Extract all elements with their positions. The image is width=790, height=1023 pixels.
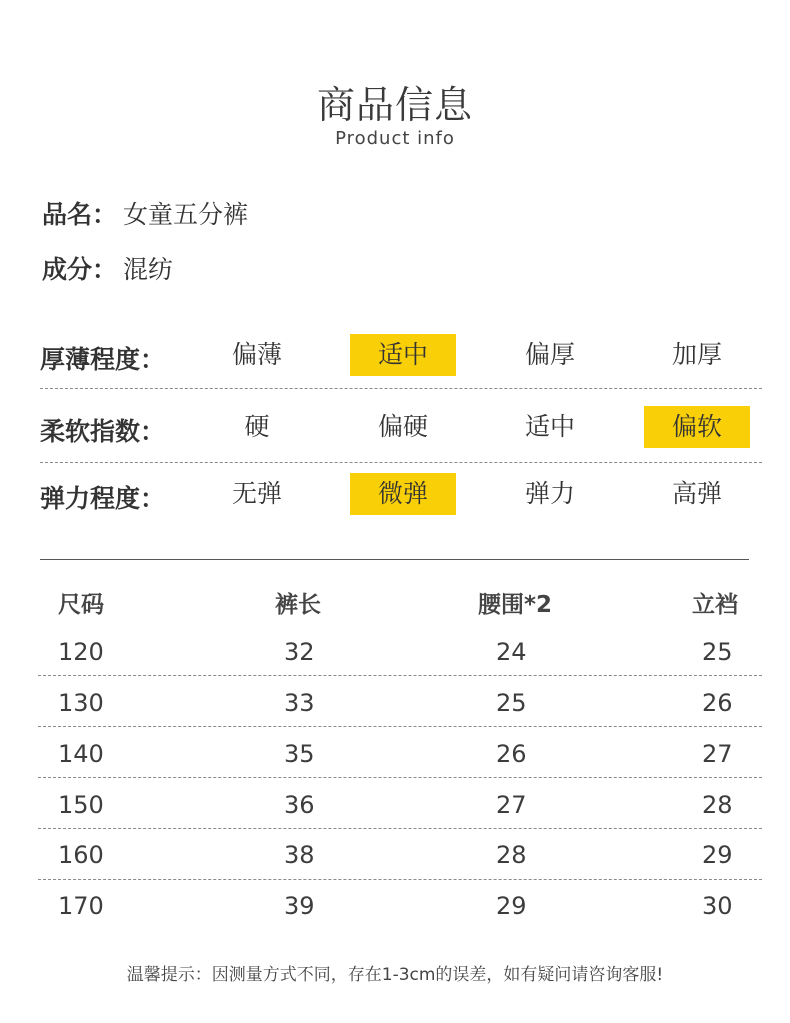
softness-option: 偏软: [644, 406, 750, 448]
table-cell: 32: [284, 638, 315, 666]
elasticity-label: 弹力程度：: [40, 484, 166, 513]
table-cell: 140: [58, 740, 104, 768]
table-cell: 35: [284, 740, 315, 768]
table-cell: 130: [58, 689, 104, 717]
table-cell: 39: [284, 892, 315, 920]
page-subtitle: Product info: [335, 128, 455, 149]
table-cell: 29: [702, 841, 733, 869]
disclaimer-note: 温馨提示：因测量方式不同，存在1-3cm的误差，如有疑问请咨询客服!: [126, 965, 664, 985]
elasticity-option: 无弹: [231, 479, 282, 508]
softness-row: [40, 406, 762, 456]
material-value: 混纺: [123, 255, 174, 284]
softness-option: 偏硬: [377, 412, 428, 441]
table-header-waist: 腰围*2: [478, 592, 553, 618]
thickness-option: 适中: [350, 334, 456, 376]
table-top-rule: [40, 559, 749, 560]
thickness-row: [40, 334, 762, 384]
material-label: 成分：: [42, 255, 118, 284]
table-cell: 27: [702, 740, 733, 768]
table-cell: 25: [496, 689, 527, 717]
elasticity-option: 高弹: [671, 479, 722, 508]
row-divider: [38, 675, 762, 676]
divider: [40, 388, 762, 389]
table-cell: 27: [496, 791, 527, 819]
table-cell: 26: [702, 689, 733, 717]
table-cell: 28: [702, 791, 733, 819]
table-cell: 30: [702, 892, 733, 920]
table-header-length: 裤长: [275, 592, 321, 618]
divider: [40, 462, 762, 463]
row-divider: [38, 726, 762, 727]
table-cell: 38: [284, 841, 315, 869]
row-divider: [38, 828, 762, 829]
row-divider: [38, 879, 762, 880]
product-name-label: 品名：: [42, 200, 118, 229]
softness-label: 柔软指数：: [40, 417, 166, 446]
table-header-rise: 立裆: [692, 592, 738, 618]
table-cell: 24: [496, 638, 527, 666]
table-cell: 26: [496, 740, 527, 768]
table-cell: 160: [58, 841, 104, 869]
softness-option: 硬: [244, 412, 270, 441]
elasticity-option: 弹力: [524, 479, 575, 508]
table-cell: 25: [702, 638, 733, 666]
thickness-label: 厚薄程度：: [40, 345, 166, 374]
elasticity-option: 微弹: [350, 473, 456, 515]
table-cell: 28: [496, 841, 527, 869]
product-name-value: 女童五分裤: [123, 200, 249, 229]
table-cell: 29: [496, 892, 527, 920]
elasticity-row: [40, 473, 762, 523]
page-title: 商品信息: [316, 83, 473, 127]
table-cell: 33: [284, 689, 315, 717]
thickness-option: 偏薄: [231, 340, 282, 369]
product-name-row: [42, 195, 248, 231]
table-cell: 150: [58, 791, 104, 819]
table-cell: 120: [58, 638, 104, 666]
table-header-size: 尺码: [58, 592, 104, 618]
row-divider: [38, 777, 762, 778]
thickness-option: 偏厚: [524, 340, 575, 369]
material-row: [42, 250, 173, 286]
table-cell: 170: [58, 892, 104, 920]
thickness-option: 加厚: [671, 340, 722, 369]
softness-option: 适中: [524, 412, 575, 441]
table-cell: 36: [284, 791, 315, 819]
